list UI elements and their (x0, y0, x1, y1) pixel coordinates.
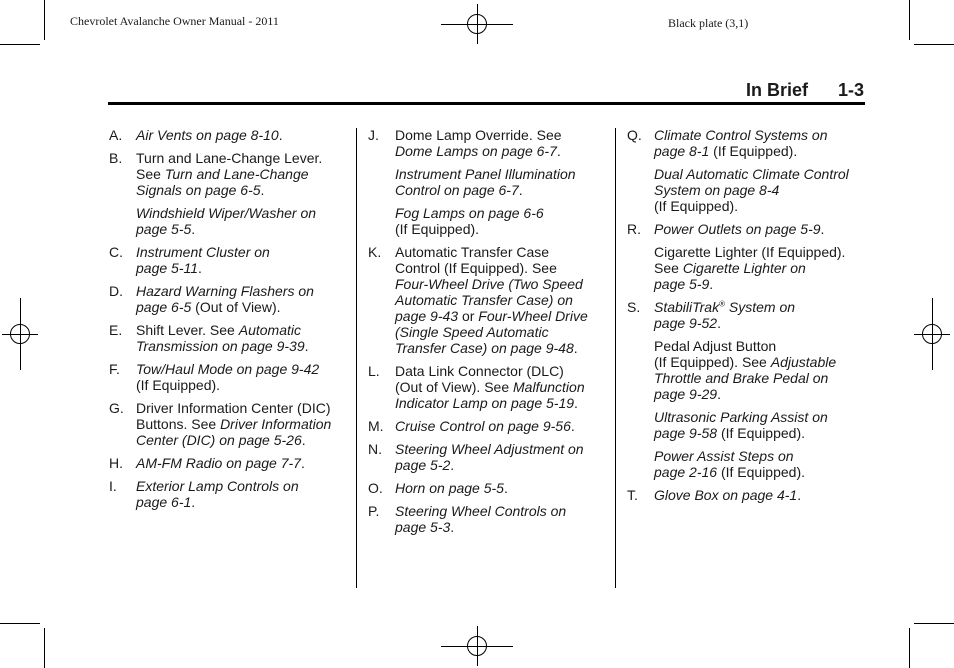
legend-entry (627, 244, 867, 292)
legend-letter (627, 166, 654, 214)
legend-entry (109, 400, 349, 448)
legend-text (395, 363, 608, 411)
text-run: Pedal Adjust Button (654, 338, 777, 354)
crop-mark (0, 44, 40, 45)
cross-reference: StabiliTrak (654, 299, 720, 315)
legend-text (136, 205, 349, 237)
legend-letter: T. (627, 487, 638, 503)
cross-reference: Control on page 6-7 (395, 182, 519, 198)
cross-reference: Dome Lamps on page 6-7 (395, 143, 557, 159)
cross-reference: Steering Wheel Controls on (395, 503, 567, 519)
legend-entry (368, 205, 608, 237)
text-line (654, 221, 867, 237)
cross-reference: Power Outlets on page 5-9 (654, 221, 821, 237)
legend-entry (109, 283, 349, 315)
cross-reference: Power Assist Steps on (654, 448, 794, 464)
text-run: . (191, 221, 196, 237)
column-2 (368, 127, 608, 542)
cross-reference: Windshield Wiper/Washer on (136, 205, 317, 221)
legend-entry (627, 221, 867, 237)
legend-entry (368, 480, 608, 496)
legend-entry (109, 478, 349, 510)
text-run: (If Equipped). (709, 143, 798, 159)
legend-text (654, 221, 867, 237)
text-run: Cigarette Lighter (If Equipped). (654, 244, 846, 260)
text-run: Shift Lever. See (136, 322, 239, 338)
text-line (136, 322, 349, 338)
legend-text (654, 487, 867, 503)
text-line (654, 143, 867, 159)
text-run: Driver Information Center (DIC) (136, 400, 331, 416)
cross-reference: Indicator Lamp on page 5-19 (395, 395, 575, 411)
crop-mark (914, 623, 954, 624)
text-run: . (573, 340, 578, 356)
column-3 (627, 127, 867, 510)
text-run: Turn and Lane-Change Lever. (136, 150, 323, 166)
cross-reference: page 9-52 (654, 315, 718, 331)
text-run: Buttons. See (136, 416, 221, 432)
text-run: . (301, 432, 306, 448)
cross-reference: Dual Automatic Climate Control (654, 166, 849, 182)
cross-reference: AM-FM Radio on page 7-7 (136, 455, 301, 471)
legend-text (654, 338, 867, 402)
legend-text (654, 244, 867, 292)
legend-entry (109, 455, 349, 471)
legend-entry (109, 322, 349, 354)
crop-mark (909, 0, 910, 40)
text-line (136, 432, 349, 448)
page-number: 1-3 (837, 80, 864, 100)
legend-letter: C. (109, 244, 123, 260)
cross-reference: Transfer Case) on page 9-48 (395, 340, 574, 356)
text-line (654, 425, 867, 441)
legend-text (395, 244, 608, 356)
cross-reference: Adjustable (770, 354, 837, 370)
text-line (654, 370, 867, 386)
text-line (136, 338, 349, 354)
plate-label: Black plate (3,1) (668, 16, 749, 30)
text-run: (Out of View). See (395, 379, 514, 395)
legend-entry (109, 205, 349, 237)
text-line (395, 324, 608, 340)
text-line (395, 480, 608, 496)
text-run: . (304, 338, 309, 354)
registration-target-icon (441, 626, 513, 666)
legend-letter: Q. (627, 127, 642, 143)
cross-reference: Ultrasonic Parking Assist on (654, 409, 828, 425)
legend-letter: K. (368, 244, 382, 260)
text-line (136, 260, 349, 276)
text-run: . (198, 260, 202, 276)
text-run: Dome Lamp Override. See (395, 127, 562, 143)
legend-entry (368, 244, 608, 356)
legend-letter: O. (368, 480, 383, 496)
cross-reference: Tow/Haul Mode on page 9-42 (136, 361, 320, 377)
cross-reference: Horn on page 5-5 (395, 480, 504, 496)
legend-text (136, 361, 349, 393)
text-line (136, 182, 349, 198)
legend-letter: L. (368, 363, 380, 379)
legend-entry (627, 127, 867, 159)
cross-reference: Driver Information (220, 416, 332, 432)
column-1 (109, 127, 349, 517)
cross-reference: Glove Box on page 4-1 (654, 487, 798, 503)
text-run: . (820, 221, 825, 237)
legend-entry (109, 361, 349, 393)
cross-reference: System on (725, 299, 796, 315)
text-run: . (260, 182, 265, 198)
cross-reference: page 5-3 (395, 519, 451, 535)
text-run: (If Equipped). (136, 377, 221, 393)
legend-letter (109, 205, 136, 237)
text-line (395, 441, 608, 457)
cross-reference: page 5-5 (136, 221, 192, 237)
text-line (136, 244, 349, 260)
registration-target-icon (914, 298, 950, 370)
legend-entry (109, 244, 349, 276)
cross-reference: (Single Speed Automatic (395, 324, 549, 340)
text-line (654, 166, 867, 182)
text-run: See (136, 166, 165, 182)
legend-text (136, 127, 349, 143)
legend-entry (627, 299, 867, 331)
text-line (395, 244, 608, 260)
legend-entry (109, 150, 349, 198)
text-line (136, 166, 349, 182)
cross-reference: page 9-43 (395, 308, 459, 324)
crop-mark (44, 0, 45, 40)
text-line (136, 221, 349, 237)
cross-reference: Signals on page 6-5 (136, 182, 261, 198)
text-line (654, 198, 867, 214)
cross-reference: Automatic (238, 322, 301, 338)
legend-entry (627, 487, 867, 503)
cross-reference: Turn and Lane-Change (164, 166, 309, 182)
text-line (395, 503, 608, 519)
text-line (395, 182, 608, 198)
cross-reference: Transmission on page 9-39 (136, 338, 305, 354)
text-line (395, 260, 608, 276)
cross-reference: Cruise Control on page 9-56 (395, 418, 571, 434)
cross-reference: page 2-16 (654, 464, 718, 480)
legend-text (395, 418, 608, 434)
text-run: (Out of View). (191, 299, 281, 315)
legend-entry (368, 166, 608, 198)
text-line (136, 299, 349, 315)
legend-letter: E. (109, 322, 123, 338)
text-run: . (717, 315, 721, 331)
text-run: (If Equipped). (717, 464, 805, 480)
text-run: Data Link Connector (DLC) (395, 363, 564, 379)
text-line (395, 519, 608, 535)
cross-reference: Four-Wheel Drive (Two Speed (395, 276, 583, 292)
text-line (395, 127, 608, 143)
cross-reference: Exterior Lamp Controls on (136, 478, 299, 494)
legend-text (136, 244, 349, 276)
text-line (136, 400, 349, 416)
legend-text (136, 400, 349, 448)
text-run: . (278, 127, 283, 143)
text-run: . (191, 494, 196, 510)
cross-reference: Malfunction (513, 379, 585, 395)
cross-reference: Steering Wheel Adjustment on (395, 441, 584, 457)
text-line (395, 143, 608, 159)
text-line (654, 448, 867, 464)
text-line (395, 340, 608, 356)
legend-letter: F. (109, 361, 120, 377)
crop-mark (0, 623, 40, 624)
section-title: In Brief (745, 80, 808, 100)
crop-mark (914, 44, 954, 45)
legend-letter (627, 338, 654, 402)
legend-text (395, 503, 608, 535)
legend-letter: J. (368, 127, 379, 143)
text-line (395, 221, 608, 237)
legend-entry (627, 338, 867, 402)
text-line (654, 182, 867, 198)
column-divider (615, 128, 616, 588)
legend-letter: H. (109, 455, 123, 471)
text-line (136, 416, 349, 432)
cross-reference: Fog Lamps on page 6-6 (395, 205, 544, 221)
text-run: (If Equipped). (395, 221, 480, 237)
text-run: . (518, 182, 523, 198)
text-line (136, 478, 349, 494)
legend-text (654, 448, 867, 480)
text-line (395, 418, 608, 434)
cross-reference: page 5-2 (395, 457, 451, 473)
text-run: ® (719, 299, 725, 309)
cross-reference: Air Vents on page 8-10 (136, 127, 279, 143)
text-run: . (709, 276, 714, 292)
crop-mark (44, 628, 45, 668)
text-run: (If Equipped). (717, 425, 805, 441)
legend-text (395, 127, 608, 159)
legend-entry (627, 448, 867, 480)
legend-letter: A. (109, 127, 123, 143)
legend-letter: P. (368, 503, 380, 519)
text-line (654, 260, 867, 276)
text-run: See (654, 260, 683, 276)
legend-letter: N. (368, 441, 382, 457)
cross-reference: page 8-1 (654, 143, 710, 159)
cross-reference: page 6-1 (136, 494, 192, 510)
legend-text (395, 480, 608, 496)
legend-entry (368, 418, 608, 434)
header-rule (108, 102, 865, 105)
legend-letter: R. (627, 221, 641, 237)
legend-text (395, 166, 608, 198)
manual-title: Chevrolet Avalanche Owner Manual - 2011 (70, 14, 279, 28)
cross-reference: page 5-11 (136, 260, 199, 276)
registration-target-icon (2, 298, 38, 370)
text-line (654, 487, 867, 503)
legend-letter (627, 448, 654, 480)
legend-text (395, 205, 608, 237)
legend-text (136, 455, 349, 471)
text-run: . (570, 418, 575, 434)
legend-letter: M. (368, 418, 384, 434)
legend-entry (368, 127, 608, 159)
legend-text (654, 299, 867, 331)
text-run: Automatic Transfer Case (395, 244, 550, 260)
cross-reference: System on page 8-4 (654, 182, 780, 198)
text-run: . (574, 395, 578, 411)
cross-reference: Instrument Panel Illumination (395, 166, 576, 182)
cross-reference: page 9-58 (654, 425, 718, 441)
text-line (654, 354, 867, 370)
cross-reference: page 5-9 (654, 276, 710, 292)
text-line (136, 205, 349, 221)
legend-letter: S. (627, 299, 641, 315)
text-line (654, 315, 867, 331)
cross-reference: Cigarette Lighter on (682, 260, 806, 276)
legend-text (136, 283, 349, 315)
cross-reference: Automatic Transfer Case) on (395, 292, 573, 308)
text-line (136, 494, 349, 510)
legend-letter: B. (109, 150, 123, 166)
text-line (136, 150, 349, 166)
text-line (136, 455, 349, 471)
cross-reference: Center (DIC) on page 5-26 (136, 432, 302, 448)
text-run: . (556, 143, 561, 159)
legend-entry (109, 127, 349, 143)
text-line (395, 363, 608, 379)
text-line (395, 276, 608, 292)
text-line (395, 457, 608, 473)
legend-entry (368, 441, 608, 473)
cross-reference: Throttle and Brake Pedal on (654, 370, 829, 386)
legend-letter (627, 244, 654, 292)
legend-entry (368, 503, 608, 535)
legend-letter (368, 205, 395, 237)
text-run: Control (If Equipped). See (395, 260, 557, 276)
legend-letter: G. (109, 400, 124, 416)
text-run: . (797, 487, 802, 503)
text-run: . (450, 519, 455, 535)
text-line (654, 244, 867, 260)
text-run: . (300, 455, 305, 471)
legend-letter (627, 409, 654, 441)
text-line (395, 292, 608, 308)
text-run: . (450, 457, 455, 473)
cross-reference: Four-Wheel Drive (478, 308, 588, 324)
legend-entry (627, 409, 867, 441)
text-line (654, 338, 867, 354)
section-header (746, 80, 864, 101)
text-line (395, 395, 608, 411)
legend-text (395, 441, 608, 473)
text-line (654, 409, 867, 425)
registration-target-icon (441, 4, 513, 44)
text-line (136, 283, 349, 299)
legend-letter: I. (109, 478, 117, 494)
legend-letter (368, 166, 395, 198)
legend-text (136, 150, 349, 198)
text-run: . (717, 386, 721, 402)
text-line (654, 299, 867, 315)
text-line (654, 464, 867, 480)
text-line (136, 127, 349, 143)
text-run: or (458, 308, 479, 324)
legend-text (654, 166, 867, 214)
text-line (654, 386, 867, 402)
text-run: (If Equipped). (654, 198, 739, 214)
cross-reference: page 6-5 (136, 299, 192, 315)
column-divider (356, 128, 357, 588)
legend-entry (368, 363, 608, 411)
text-line (654, 276, 867, 292)
legend-text (136, 322, 349, 354)
cross-reference: Instrument Cluster on (136, 244, 270, 260)
crop-mark (909, 628, 910, 668)
text-line (395, 308, 608, 324)
legend-entry (627, 166, 867, 214)
legend-text (654, 409, 867, 441)
cross-reference: page 9-29 (654, 386, 718, 402)
text-line (395, 379, 608, 395)
legend-letter: D. (109, 283, 123, 299)
legend-text (136, 478, 349, 510)
cross-reference: Hazard Warning Flashers on (136, 283, 314, 299)
text-line (136, 377, 349, 393)
text-line (654, 127, 867, 143)
text-run: (If Equipped). See (654, 354, 771, 370)
text-line (395, 166, 608, 182)
text-line (395, 205, 608, 221)
legend-text (654, 127, 867, 159)
text-run: . (503, 480, 508, 496)
text-line (136, 361, 349, 377)
cross-reference: Climate Control Systems on (654, 127, 828, 143)
